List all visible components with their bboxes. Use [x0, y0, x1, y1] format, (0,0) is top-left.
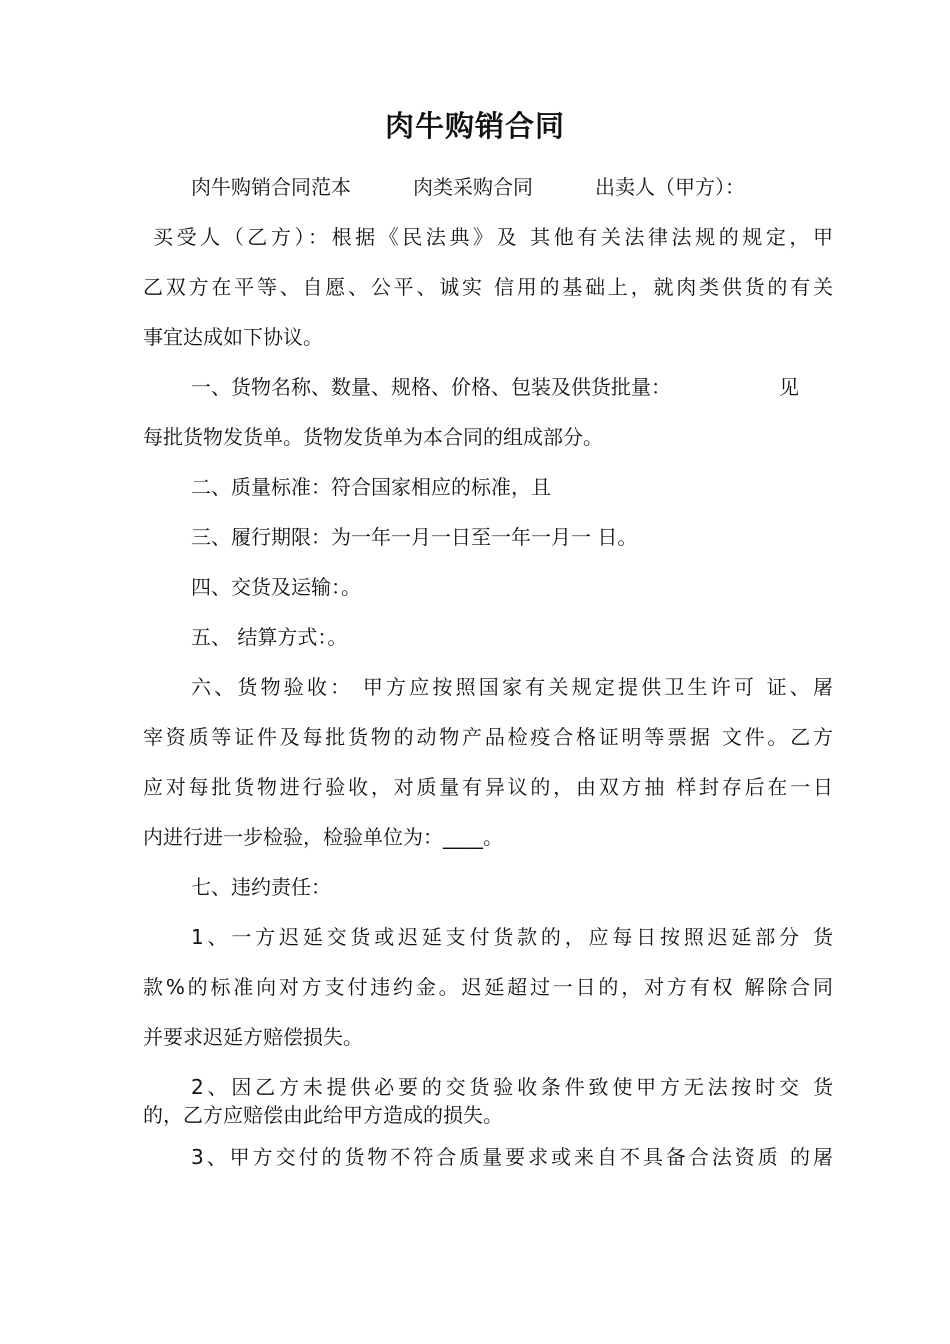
clause-one-heading: 一、货物名称、数量、规格、价格、包装及供货批量：: [191, 375, 671, 399]
clause-one-see: 见: [779, 375, 799, 399]
paragraph-line: 的，乙方应赔偿由此给甲方造成的损失。: [143, 1103, 503, 1127]
paragraph-line: 宰资质等证件及每批货物的动物产品检疫合格证明等票据 文件。乙方: [143, 725, 833, 749]
paragraph-line: 并要求迟延方赔偿损失。: [143, 1025, 363, 1049]
liability-item-3: 3、甲方交付的货物不符合质量要求或来自不具备合法资质 的屠: [191, 1145, 833, 1169]
paragraph-line: 买受人（乙方）：根据《民法典》及 其他有关法律法规的规定，甲: [153, 225, 833, 249]
clause-seven: 七、违约责任：: [191, 875, 331, 899]
header-contract-type: 肉类采购合同: [413, 175, 533, 199]
paragraph-line: 每批货物发货单。货物发货单为本合同的组成部分。: [143, 425, 603, 449]
paragraph-line: 款%的标准向对方支付违约金。迟延超过一日的，对方有权 解除合同: [143, 975, 833, 999]
header-seller-label: 出卖人（甲方）：: [595, 175, 745, 199]
clause-two: 二、质量标准：符合国家相应的标准，且: [191, 475, 551, 499]
header-line: [191, 173, 833, 201]
clause-three: 三、履行期限：为一年一月一日至一年一月一 日。: [191, 525, 638, 549]
clause-four: 四、交货及运输：。: [191, 575, 361, 599]
paragraph-line: 乙双方在平等、自愿、公平、诚实 信用的基础上，就肉类供货的有关: [143, 275, 833, 299]
clause-six: 六、货物验收： 甲方应按照国家有关规定提供卫生许可 证、屠: [191, 675, 833, 699]
clause-five: 五、 结算方式：。: [191, 625, 348, 649]
liability-item-1: 1、一方迟延交货或迟延支付货款的，应每日按照迟延部分 货: [191, 925, 833, 949]
header-template-label: 肉牛购销合同范本: [191, 175, 351, 199]
paragraph-line: 内进行进一步检验，检验单位为：____。: [143, 825, 503, 849]
paragraph-line: 应对每批货物进行验收，对质量有异议的，由双方抽 样封存后在一日: [143, 775, 833, 799]
liability-item-2: 2、因乙方未提供必要的交货验收条件致使甲方无法按时交 货: [191, 1075, 833, 1099]
document-title: 肉牛购销合同: [384, 109, 565, 143]
paragraph-line: 事宜达成如下协议。: [143, 325, 323, 349]
